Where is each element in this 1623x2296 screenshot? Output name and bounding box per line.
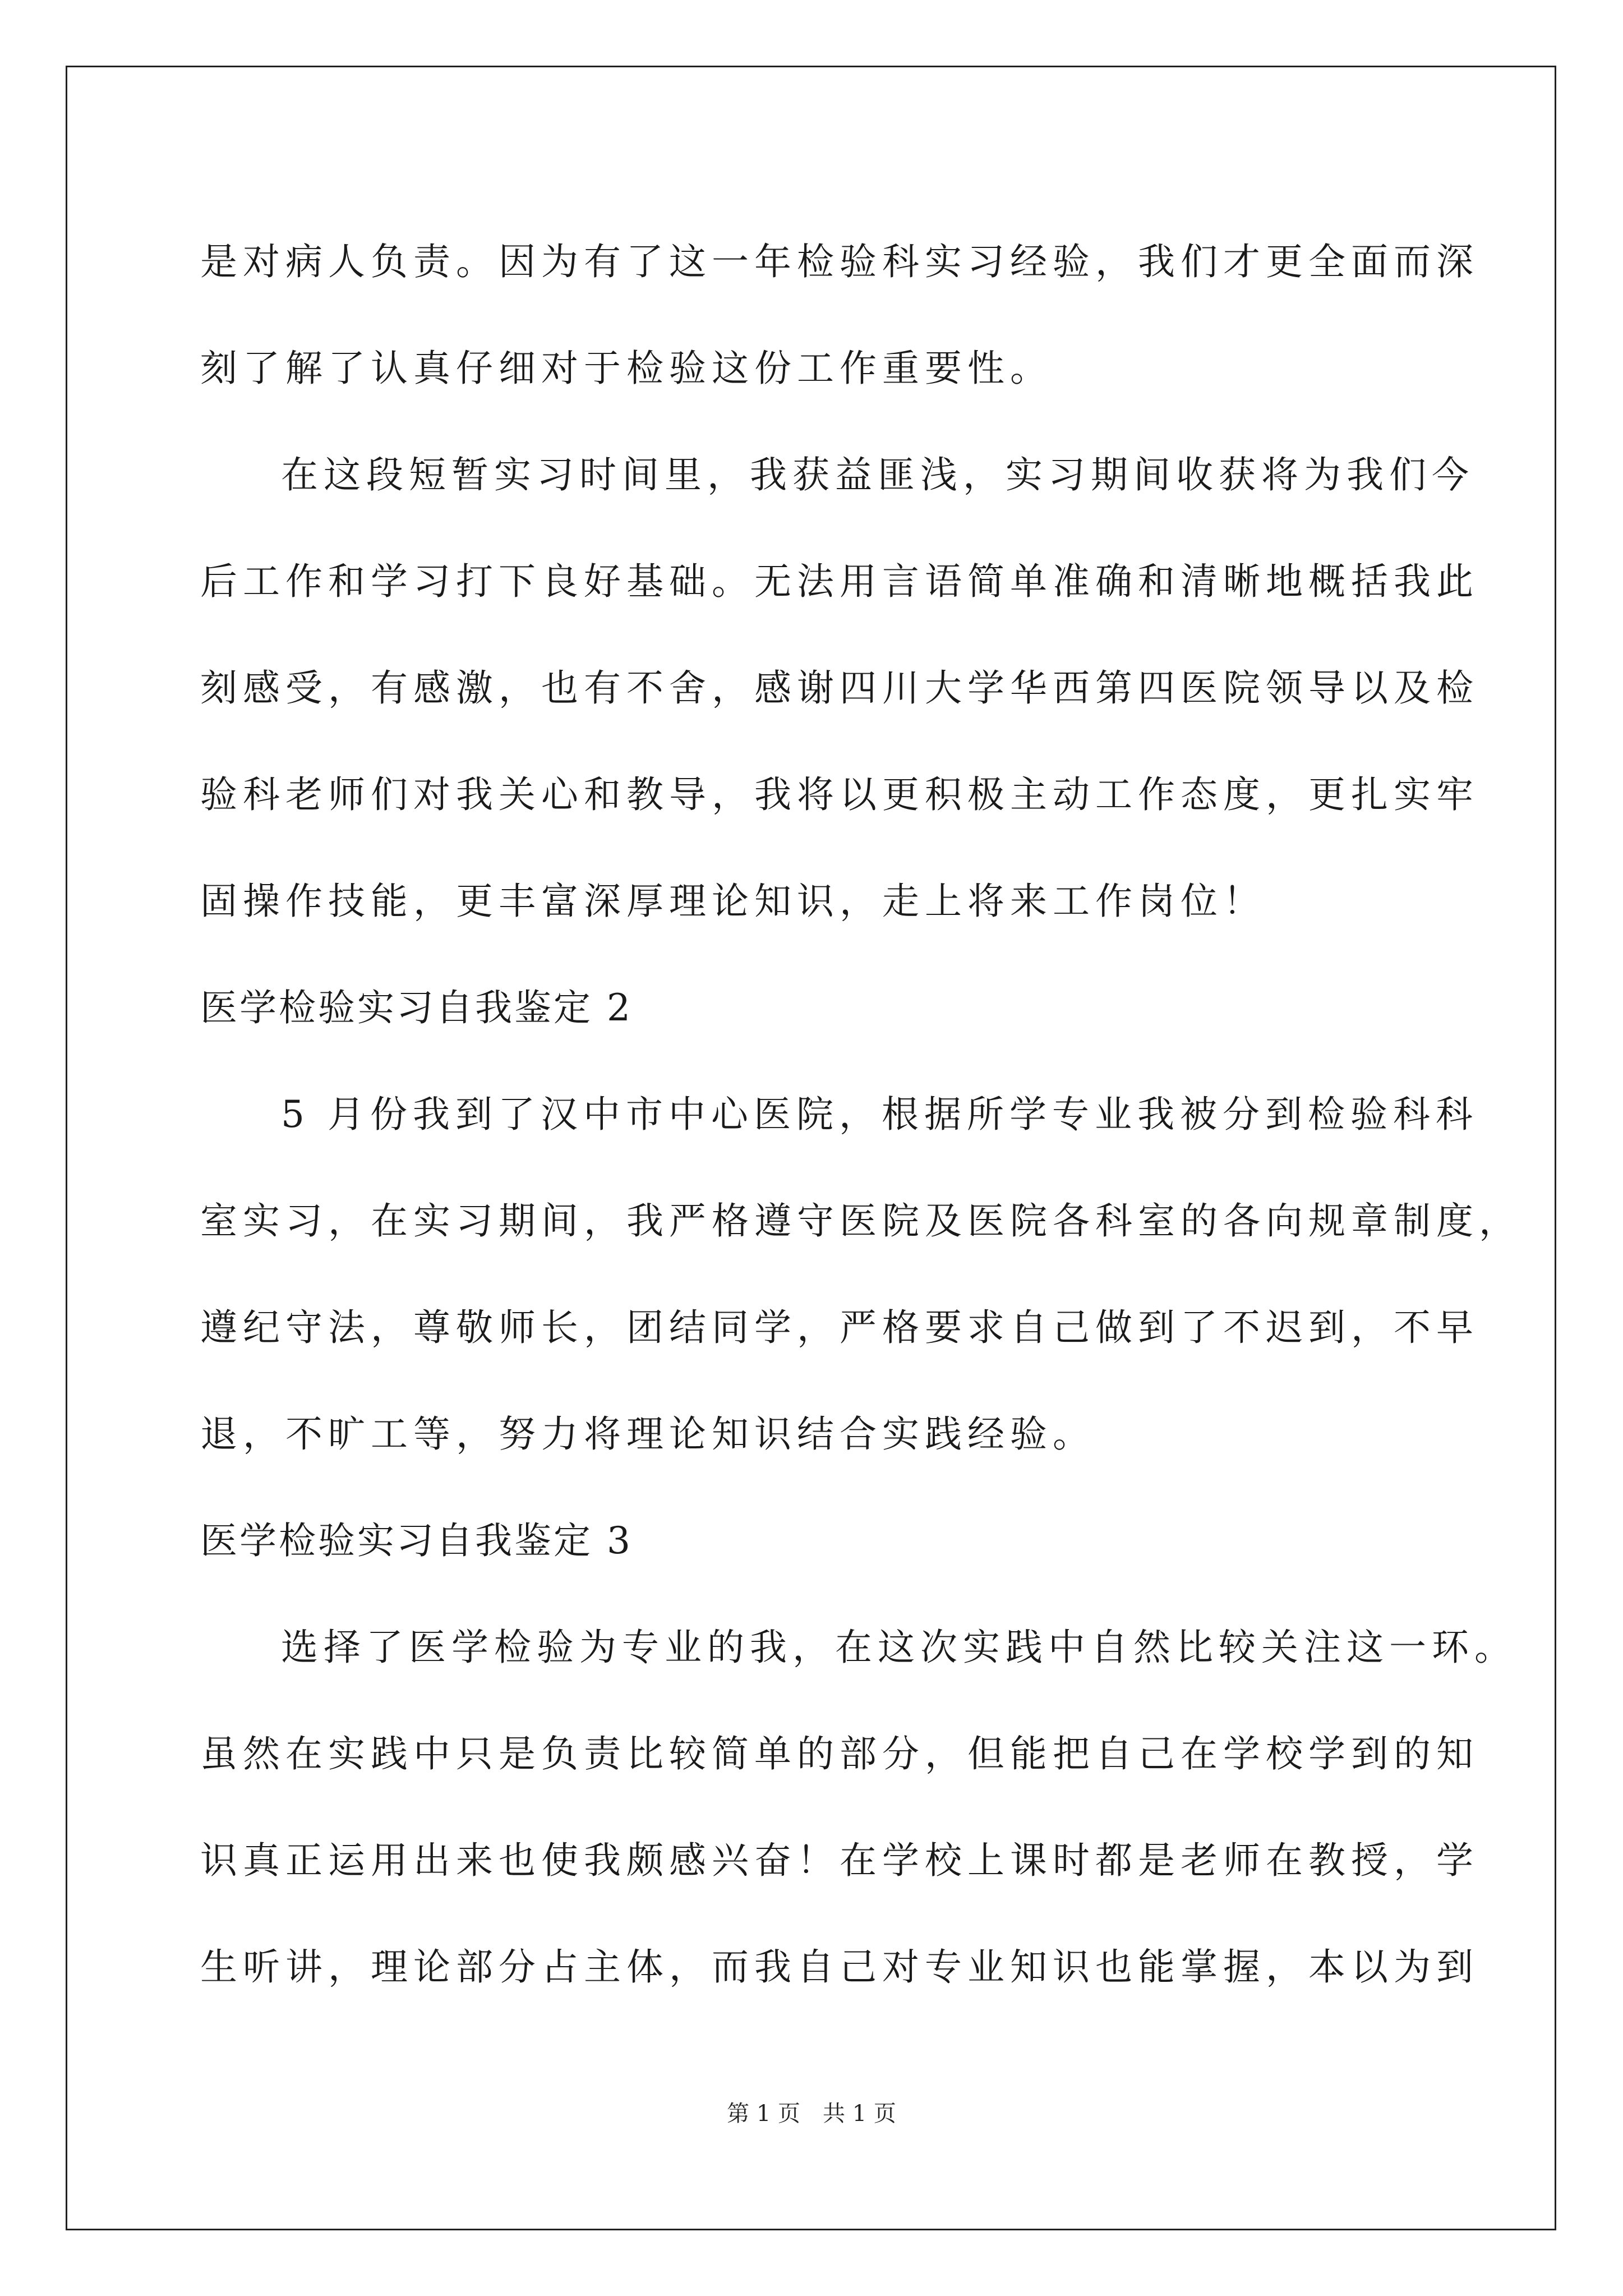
text-line: 在这段短暂实习时间里，我获益匪浅，实习期间收获将为我们今 [281,453,1474,496]
text-line: 固操作技能，更丰富深厚理论知识，走上将来工作岗位！ [200,880,1266,923]
text-line: 刻了解了认真仔细对于检验这份工作重要性。 [200,347,1053,390]
text-line: 退，不旷工等，努力将理论知识结合实践经验。 [200,1412,1095,1456]
page-number: 第 1 页 [727,2101,800,2127]
text-line: 遵纪守法，尊敬师长，团结同学，严格要求自己做到了不迟到，不早 [200,1306,1479,1349]
document-body [200,209,1521,2021]
section-heading: 医学检验实习自我鉴定 3 [200,1519,633,1562]
text-line: 是对病人负责。因为有了这一年检验科实习经验，我们才更全面而深 [200,240,1479,283]
text-line: 刻感受，有感激，也有不舍，感谢四川大学华西第四医院领导以及检 [200,666,1479,710]
section-heading: 医学检验实习自我鉴定 2 [200,986,633,1029]
paragraph [200,422,1479,955]
text-line: 5 月份我到了汉中市中心医院，根据所学专业我被分到检验科科 [281,1093,1478,1136]
paragraph [200,1594,1517,2021]
text-line: 后工作和学习打下良好基础。无法用言语简单准确和清晰地概括我此 [200,560,1479,603]
page-footer [0,2097,1623,2131]
paragraph [200,1061,1521,1488]
text-line: 识真正运用出来也使我颇感兴奋！在学校上课时都是老师在教授，学 [200,1839,1479,1882]
text-line: 生听讲，理论部分占主体，而我自己对专业知识也能掌握，本以为到 [200,1945,1479,1989]
paragraph [200,209,1479,422]
text-line: 室实习，在实习期间，我严格遵守医院及医院各科室的各向规章制度， [200,1199,1521,1243]
text-line: 虽然在实践中只是负责比较简单的部分，但能把自己在学校学到的知 [200,1732,1479,1775]
text-line: 验科老师们对我关心和教导，我将以更积极主动工作态度，更扎实牢 [200,773,1479,816]
page-total: 共 1 页 [823,2101,896,2127]
text-line: 选择了医学检验为专业的我，在这次实践中自然比较关注这一环。 [281,1626,1517,1669]
